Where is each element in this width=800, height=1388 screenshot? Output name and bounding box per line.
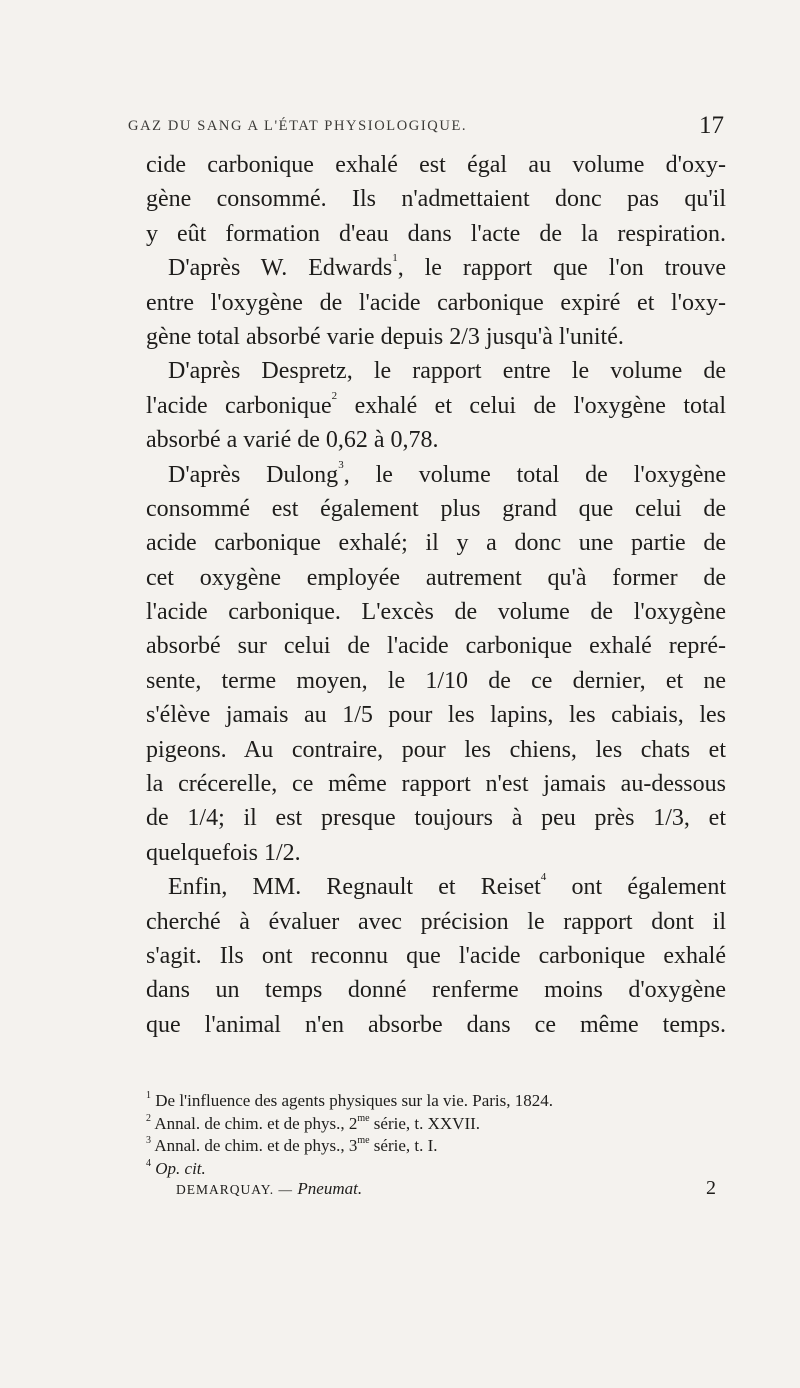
text-line: consommé est également plus grand que celui de	[146, 495, 726, 522]
footnote-reference: 3	[338, 458, 344, 471]
footnote-text: Annal. de chim. et de phys., 2	[154, 1113, 358, 1133]
text-segment: Enfin, MM. Regnault et Reiset	[168, 874, 541, 901]
footnote	[146, 1135, 706, 1158]
text-line: s'agit. Ils ont reconnu que l'acide carbonique exhalé	[146, 942, 726, 969]
footnote-text: De l'influence des agents physiques sur la vie. Paris, 1824.	[155, 1091, 554, 1110]
main-text	[146, 148, 726, 1042]
footnote-text: Op. cit.	[155, 1158, 206, 1178]
footnote-reference: 4	[540, 871, 547, 884]
text-segment: , le volume total de l'oxygène	[343, 461, 727, 488]
footnotes	[146, 1090, 706, 1180]
page-number: 17	[699, 112, 724, 139]
text-segment: , le rapport que l'on trouve	[397, 255, 726, 282]
footnote-mark: 3	[146, 1135, 151, 1146]
text-segment: D'après W. Edwards	[168, 255, 393, 282]
footnote	[146, 1090, 706, 1113]
text-line: entre l'oxygène de l'acide carbonique expiré et l'oxy-	[146, 289, 726, 316]
text-line: s'élève jamais au 1/5 pour les lapins, les cabiais, les	[146, 702, 726, 729]
text-line: dans un temps donné renferme moins d'oxygène	[146, 977, 726, 1004]
signature-line	[176, 1177, 716, 1199]
text-line	[146, 251, 726, 285]
text-line: de 1/4; il est presque toujours à peu près 1/3, et	[146, 805, 726, 832]
text-line	[146, 870, 726, 904]
text-segment: exhalé et celui de l'oxygène total	[337, 392, 726, 419]
text-line: quelquefois 1/2.	[146, 839, 301, 866]
footnote-text: Annal. de chim. et de phys., 3	[154, 1136, 358, 1155]
text-line	[146, 389, 726, 423]
text-segment: l'acide carbonique	[146, 392, 332, 419]
text-line: absorbé sur celui de l'acide carbonique exhalé repré-	[146, 633, 726, 660]
footnote-text: série, t. XXVII.	[369, 1113, 481, 1133]
ordinal-suffix: me	[357, 1112, 370, 1124]
text-line: acide carbonique exhalé; il y a donc une partie de	[146, 530, 726, 557]
running-header	[124, 112, 724, 146]
text-line: que l'animal n'en absorbe dans ce même temps.	[146, 1011, 726, 1038]
text-line: y eût formation d'eau dans l'acte de la respiration.	[146, 220, 726, 247]
text-segment: ont également	[546, 874, 726, 901]
ordinal-suffix: me	[357, 1135, 370, 1146]
text-line: sente, terme moyen, le 1/10 de ce dernier, et ne	[146, 667, 726, 694]
signature-number: 2	[706, 1177, 716, 1199]
text-line: gène consommé. Ils n'admettaient donc pas qu'il	[146, 186, 726, 213]
footnote-text: série, t. I.	[369, 1136, 438, 1155]
text-line: l'acide carbonique. L'excès de volume de l'oxygène	[146, 599, 726, 626]
running-title: GAZ DU SANG A L'ÉTAT PHYSIOLOGIQUE.	[128, 118, 468, 134]
text-segment: D'après Dulong	[168, 461, 339, 488]
signature-author: DEMARQUAY. —	[176, 1182, 294, 1197]
signature-mark	[176, 1179, 362, 1199]
text-line: absorbé a varié de 0,62 à 0,78.	[146, 427, 439, 454]
footnote-mark: 2	[146, 1112, 151, 1124]
footnote-reference: 2	[331, 389, 338, 402]
footnote	[146, 1113, 706, 1136]
text-line: cet oxygène employée autrement qu'à former de	[146, 564, 726, 591]
text-line	[146, 458, 726, 492]
footnote-mark: 1	[146, 1090, 151, 1101]
footnote-mark: 4	[146, 1157, 151, 1169]
text-line: D'après Despretz, le rapport entre le volume de	[168, 358, 726, 385]
footnote-reference: 1	[392, 252, 398, 265]
text-line: gène total absorbé varie depuis 2/3 jusqu'à l'unité.	[146, 323, 624, 350]
text-line: pigeons. Au contraire, pour les chiens, les chats et	[146, 736, 726, 763]
signature-title: Pneumat.	[297, 1179, 363, 1198]
text-line: cherché à évaluer avec précision le rapport dont il	[146, 908, 726, 935]
text-line: la crécerelle, ce même rapport n'est jamais au-dessous	[146, 771, 726, 798]
text-line: cide carbonique exhalé est égal au volume d'oxy-	[146, 152, 726, 178]
